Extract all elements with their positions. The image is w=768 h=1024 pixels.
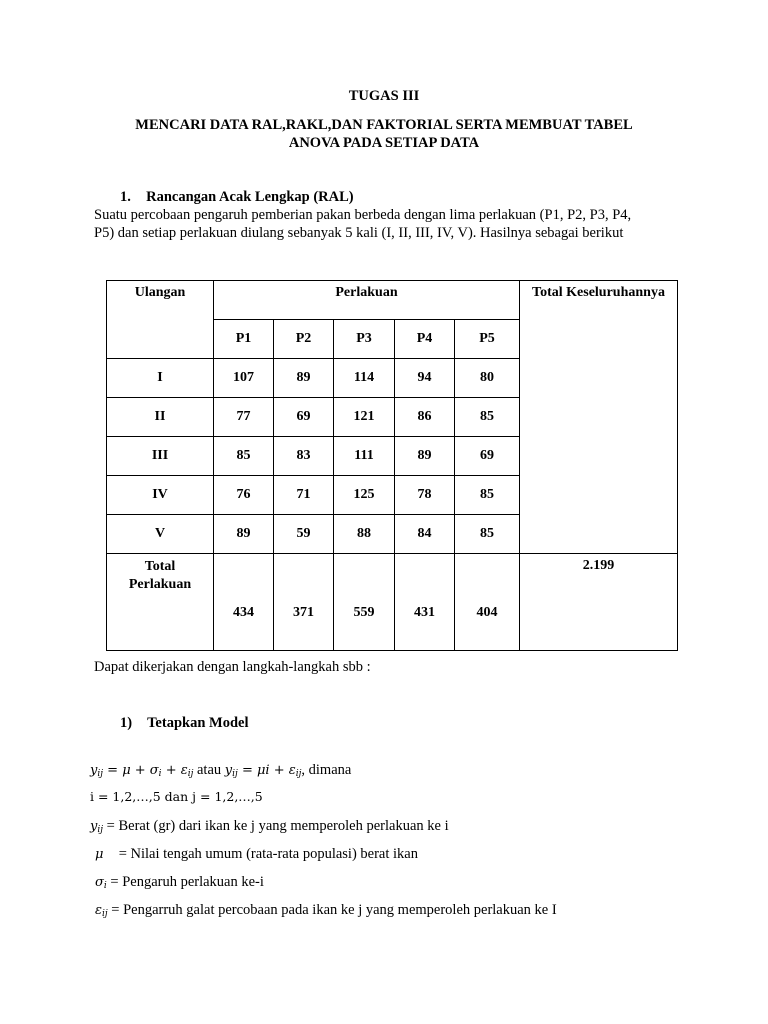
step1-title: Tetapkan Model <box>147 715 249 731</box>
row-label: II <box>107 398 214 437</box>
row-label: IV <box>107 476 214 515</box>
model-dimana: , dimana <box>301 762 352 778</box>
def-eps-text: = Pengarruh galat percobaan pada ikan ke j yang memperoleh perlakuan ke I <box>111 902 557 918</box>
doc-title: TUGAS III <box>348 88 420 104</box>
table-cell: 121 <box>334 398 395 437</box>
section1-para-line1: Suatu percobaan pengaruh pemberian pakan berbeda dengan lima perlakuan (P1, P2, P3, P4, <box>94 207 632 223</box>
header-treatment: P1 <box>214 320 274 359</box>
def-mu <box>95 846 418 863</box>
row-label: V <box>107 515 214 554</box>
section1-para-line2: P5) dan setiap perlakuan diulang sebanyak 5 kali (I, II, III, IV, V). Hasilnya sebagai berikut <box>94 225 624 241</box>
table-cell: 69 <box>274 398 334 437</box>
def-sigma <box>95 874 264 891</box>
table-cell: 86 <box>395 398 455 437</box>
total-label-line1: Total <box>144 559 176 574</box>
symbol-mu: μ <box>95 847 104 862</box>
def-mu-text: = Nilai tengah umum (rata-rata populasi) berat ikan <box>118 846 418 862</box>
table-cell: 69 <box>455 437 520 476</box>
table-cell: 77 <box>214 398 274 437</box>
table-cell: 84 <box>395 515 455 554</box>
total-perlakuan-label <box>107 554 214 651</box>
model-formula-1: $y_{ij} = \mu + \sigma_i + \varepsilon_{ij}$ <box>90 763 194 779</box>
table-cell: 59 <box>274 515 334 554</box>
doc-subtitle-line1: MENCARI DATA RAL,RAKL,DAN FAKTORIAL SERTA MEMBUAT TABEL <box>135 117 633 133</box>
section1-title: Rancangan Acak Lengkap (RAL) <box>146 189 354 205</box>
model-atau: atau <box>197 762 222 778</box>
header-ulangan: Ulangan <box>107 281 214 359</box>
ral-data-table <box>106 280 678 651</box>
step1-heading <box>120 715 248 732</box>
table-cell: 114 <box>334 359 395 398</box>
symbol-epsilon: $\varepsilon_{ij}$ <box>95 903 108 919</box>
header-total-keseluruhannya: Total Keseluruhannya <box>520 281 678 554</box>
header-treatment: P5 <box>455 320 520 359</box>
table-cell: 76 <box>214 476 274 515</box>
table-cell: 85 <box>214 437 274 476</box>
section1-heading <box>120 189 354 206</box>
steps-intro: Dapat dikerjakan dengan langkah-langkah sbb : <box>94 659 371 675</box>
table-cell: 85 <box>455 476 520 515</box>
def-y <box>90 818 449 835</box>
header-treatment: P2 <box>274 320 334 359</box>
table-cell: 71 <box>274 476 334 515</box>
row-label: III <box>107 437 214 476</box>
total-row <box>107 554 678 651</box>
table-cell: 88 <box>334 515 395 554</box>
table-cell: 89 <box>274 359 334 398</box>
total-label-line2: Perlakuan <box>128 577 192 592</box>
table-cell: 83 <box>274 437 334 476</box>
table-cell: 80 <box>455 359 520 398</box>
table-cell: 78 <box>395 476 455 515</box>
header-perlakuan: Perlakuan <box>214 281 520 320</box>
table-cell: 89 <box>214 515 274 554</box>
def-eps <box>95 902 557 919</box>
total-cell: 371 <box>274 554 334 651</box>
table-cell: 89 <box>395 437 455 476</box>
table-cell: 94 <box>395 359 455 398</box>
symbol-sigma: $\sigma_i$ <box>95 875 107 891</box>
model-equation <box>90 762 351 779</box>
index-range: i = 1,2,…,5 dan j = 1,2,…,5 <box>90 789 263 804</box>
grand-total: 2.199 <box>520 554 678 651</box>
total-cell: 559 <box>334 554 395 651</box>
section1-number: 1. <box>120 189 131 205</box>
symbol-y: $y_{ij}$ <box>90 819 104 835</box>
model-formula-2: $y_{ij} = \mu i + \varepsilon_{ij}$ <box>224 763 302 779</box>
table-cell: 125 <box>334 476 395 515</box>
table-cell: 107 <box>214 359 274 398</box>
def-sigma-text: = Pengaruh perlakuan ke-i <box>110 874 264 890</box>
row-label: I <box>107 359 214 398</box>
def-y-text: = Berat (gr) dari ikan ke j yang memperoleh perlakuan ke i <box>106 818 449 834</box>
header-treatment: P4 <box>395 320 455 359</box>
table-cell: 111 <box>334 437 395 476</box>
doc-subtitle-line2: ANOVA PADA SETIAP DATA <box>288 135 480 151</box>
table-cell: 85 <box>455 398 520 437</box>
header-treatment: P3 <box>334 320 395 359</box>
table-cell: 85 <box>455 515 520 554</box>
total-cell: 434 <box>214 554 274 651</box>
total-cell: 431 <box>395 554 455 651</box>
total-cell: 404 <box>455 554 520 651</box>
step1-number: 1) <box>120 715 133 731</box>
